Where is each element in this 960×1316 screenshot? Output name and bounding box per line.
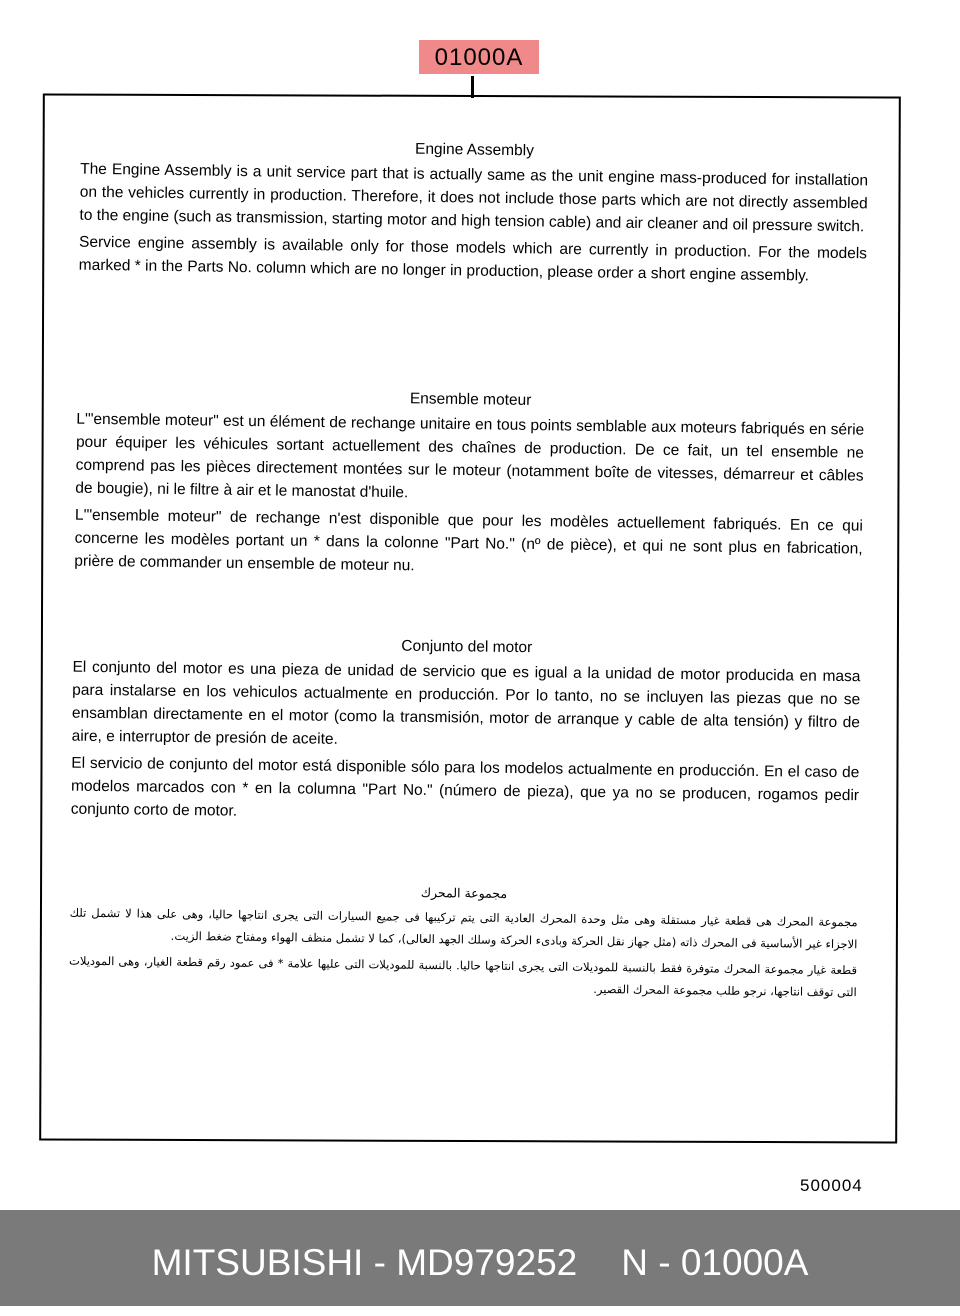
section-spanish xyxy=(71,632,861,835)
footer-caption xyxy=(0,1210,960,1306)
section-title: Ensemble moteur xyxy=(409,390,532,409)
section-title: مجموعة المحرك xyxy=(420,884,508,901)
reference-label: 01000A xyxy=(419,40,539,74)
section-paragraph: El servicio de conjunto del motor está disponible sólo para los modelos actualmente en producción. En el caso de modelos marcados con * en la columna "Part No." (número de pieza), que ya no se producen, rogamos pedir conjunto corto de motor. xyxy=(70,754,860,820)
section-french xyxy=(74,384,865,588)
section-title: Conjunto del motor xyxy=(401,637,533,657)
reference-number-label: N - 01000A xyxy=(621,1242,809,1283)
section-paragraph: قطعة غيار مجموعة المحرك متوفرة فقط بالنسبة للموديلات التى يجرى انتاجها حاليا. بالنسبة للموديلات التى عليها علامة * فى عمود رقم قطعة الغيار، وهى الموديلات التى توقف انتاجها، نرجو طلب مجموعة المحرك القصير. xyxy=(68,953,858,1000)
section-arabic xyxy=(69,878,858,1008)
section-paragraph: L'"ensemble moteur" est un élément de rechange unitaire en tous points semblable aux moteurs fabriqués en série pour équiper les véhicules sortant actuellement des chaînes de production. De ce fait, un tel ensemble ne comprend pas les pièces directement montées sur le moteur (notamment boîte de vitesses, démarreur et câbles de bougie), ni le filtre à air et le manostat d'huile. xyxy=(75,410,865,502)
section-paragraph: مجموعة المحرك هى قطعة غيار مستقلة وهى مثل وحدة المحرك العادية التى يتم تركيبها فى جميع السيارات التى يجرى انتاجها حاليا، وهى على هذا لا تشمل تلك الاجزاء غير الأساسية فى المحرك ذاته (مثل جهاز نقل الحركة وبادىء الحركة وسلك الجهد العالى)، كما لا تشمل منظف الهواء ومفتاح ضغط الزيت. xyxy=(69,905,858,952)
section-paragraph: L'"ensemble moteur" de rechange n'est disponible que pour les modèles actuellement fabriqués. En ce qui concerne les modèles portant un * dans la colonne "Part No." (nº de pièce), et qui ne sont plus en fabrication, prière de commander un ensemble de moteur nu. xyxy=(74,506,864,575)
section-paragraph: The Engine Assembly is a unit service part that is actually same as the unit engine mass-produced for installation on the vehicles currently in production. Therefore, it does not include those parts which are not directly assembled to the engine (such as transmission, starting motor and high tension cable) and air cleaner and oil pressure switch. xyxy=(79,160,869,236)
footer-bar xyxy=(0,1210,960,1306)
section-paragraph: Service engine assembly is available only for those models which are currently in production. For the models marked * in the Parts No. column which are no longer in production, please order a short engine assembly. xyxy=(78,233,868,285)
section-title: Engine Assembly xyxy=(414,140,535,160)
section-paragraph: El conjunto del motor es una pieza de unidad de servicio que es igual a la unidad de motor producida en masa para instalarse en los vehiculos actualmente en producción. Por lo tanto, no se incluyen las piezas que no se ensamblan directamente en el motor (como la transmisión, motor de arranque y cable de alta tensión) y filtro de aire, e interruptor de presión de aceite. xyxy=(71,658,861,748)
part-number-label: MITSUBISHI - MD979252 xyxy=(151,1242,578,1283)
page-code: 500004 xyxy=(800,1176,863,1195)
section-english xyxy=(79,134,869,293)
notice-frame xyxy=(39,94,901,1144)
